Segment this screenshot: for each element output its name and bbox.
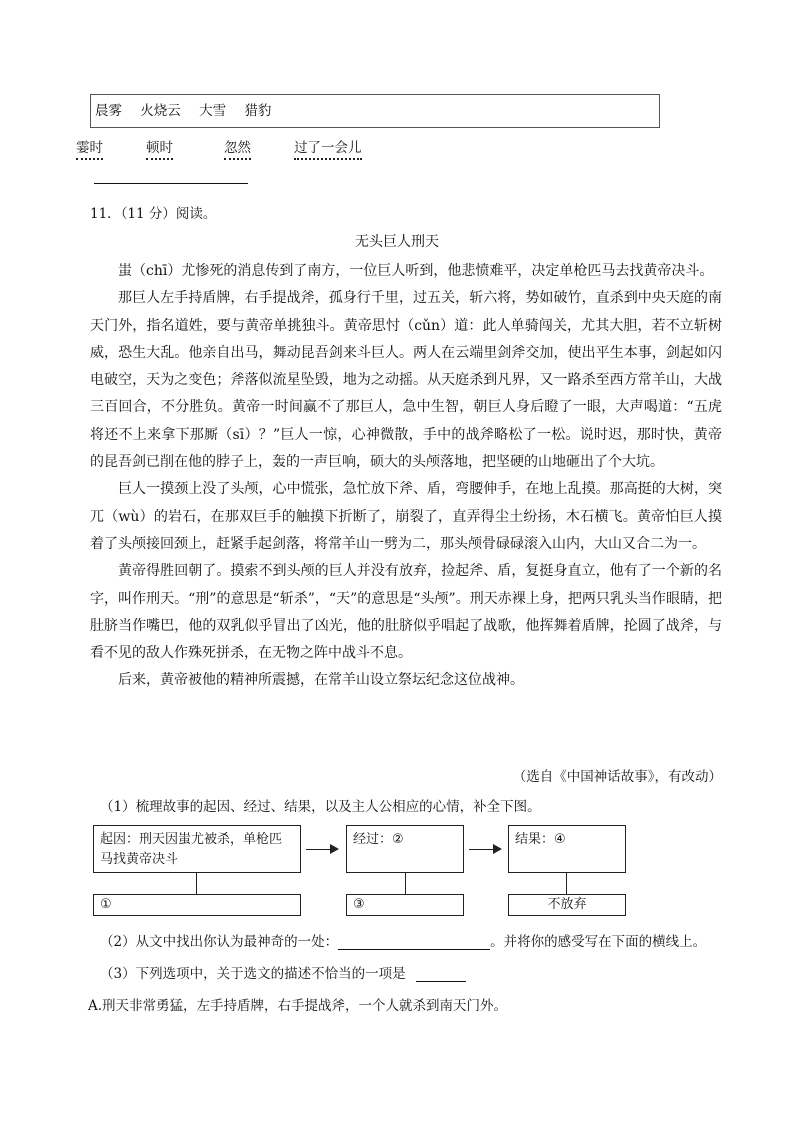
time-word: 忽然	[224, 136, 251, 160]
answer-blank[interactable]	[338, 935, 490, 950]
answer-blank[interactable]	[416, 967, 466, 982]
connector-line	[405, 873, 406, 894]
option-a[interactable]: A.刑天非常勇猛，左手持盾牌，右手提战斧，一个人就杀到南天门外。	[88, 998, 508, 1014]
word-bank-item: 火烧云	[140, 103, 181, 119]
flow-arrow-line	[469, 849, 493, 850]
word-bank-item: 晨雾	[95, 103, 122, 119]
passage-paragraph: 后来，黄帝被他的精神所震撼，在常羊山设立祭坛纪念这位战神。	[118, 672, 524, 689]
cause-box: 起因：刑天因蚩尤被杀，单枪匹马找黄帝决斗	[93, 825, 301, 873]
sub-question-3	[100, 962, 466, 982]
sub-question-2	[100, 930, 706, 950]
passage-paragraph: 黄帝得胜回朝了。摸索不到头颅的巨人并没有放弃，捡起斧、盾，复挺身直立，他有了一个新的名字，叫作刑天。“刑”的意思是“斩杀”，“天”的意思是“头颅”。刑天赤裸上身，把两只乳头当作眼睛，把肚脐当作嘴巴，他的双乳似乎冒出了凶光，他的肚脐似乎唱起了战歌，他挥舞着盾牌，抡圆了战斧，与看不见的敌人作殊死拼杀，在无物之阵中战斗不息。	[90, 563, 722, 662]
time-word: 过了一会儿	[294, 136, 362, 160]
passage-source: （选自《中国神话故事》，有改动）	[512, 769, 722, 785]
question-number: 11．	[90, 206, 121, 222]
passage-paragraph: 那巨人左手持盾牌，右手提战斧，孤身行千里，过五关，斩六将，势如破竹，直杀到中央天庭的南天门外，指名道姓，要与黄帝单挑独斗。黄帝思忖（cǔn）道：此人单骑闯关，尤其大胆，若不立斩树威，恐生大乱。他亲自出马，舞动昆吾剑来斗巨人。两人在云端里剑斧交加，使出平生本事，剑起如闪电破空，天为之变色；斧落似流星坠毁，地为之动摇。从天庭杀到凡界，又一路杀至西方常羊山，大战三百回合，不分胜负。黄帝一时间赢不了那巨人，急中生智，朝巨人身后瞪了一眼，大声喝道：“五虎将还不上来拿下那厮（sī）？”巨人一惊，心神微散，手中的战斧略松了一松。说时迟，那时快，黄帝的昆吾剑已削在他的脖子上，轰的一声巨响，硕大的头颅落地，把坚硬的山地砸出了个大坑。	[90, 290, 722, 471]
connector-line	[566, 873, 567, 894]
flow-arrow-head	[330, 844, 339, 854]
sub-question-1: （1）梳理故事的起因、经过、结果，以及主人公相应的心情，补全下图。	[100, 799, 541, 815]
passage-title: 无头巨人刑天	[355, 234, 439, 250]
passage-paragraph: 巨人一摸颈上没了头颅，心中慌张，急忙放下斧、盾，弯腰伸手，在地上乱摸。那高挺的大树，突兀（wù）的岩石，在那双巨手的触摸下折断了，崩裂了，直弄得尘土纷扬，木石横飞。黄帝怕巨人摸着了头颅接回颈上，赶紧手起剑落，将常羊山一劈为二，那头颅骨碌碌滚入山内，大山又合二为一。	[90, 481, 722, 552]
question-header	[90, 202, 216, 222]
sub-question-3-text: （3）下列选项中，关于选文的描述不恰当的一项是	[100, 966, 406, 982]
sub-question-2-prefix: （2）从文中找出你认为最神奇的一处：	[100, 934, 339, 950]
connector-line	[196, 873, 197, 894]
sub-question-2-suffix: 。并将你的感受写在下面的横线上。	[490, 934, 707, 950]
process-box: 经过：②	[346, 825, 464, 873]
question-points: （11 分）阅读。	[120, 206, 217, 222]
time-word: 霎时	[76, 136, 103, 160]
mood-box-3[interactable]: ③	[346, 894, 464, 916]
word-bank-box	[90, 94, 660, 128]
word-bank-item: 猎豹	[244, 103, 272, 119]
passage-body	[90, 258, 722, 695]
result-box: 结果：④	[508, 825, 626, 873]
word-bank-item: 大雪	[199, 103, 227, 119]
flow-arrow-head	[493, 844, 502, 854]
passage-paragraph: 蚩（chī）尤惨死的消息传到了南方，一位巨人听到，他悲愤难平，决定单枪匹马去找黄帝决斗。	[118, 263, 714, 279]
mood-box-result: 不放弃	[508, 894, 626, 916]
answer-line[interactable]	[94, 183, 248, 184]
flow-arrow-line	[306, 849, 330, 850]
mood-box-1[interactable]: ①	[93, 894, 301, 916]
time-word: 顿时	[146, 136, 173, 160]
